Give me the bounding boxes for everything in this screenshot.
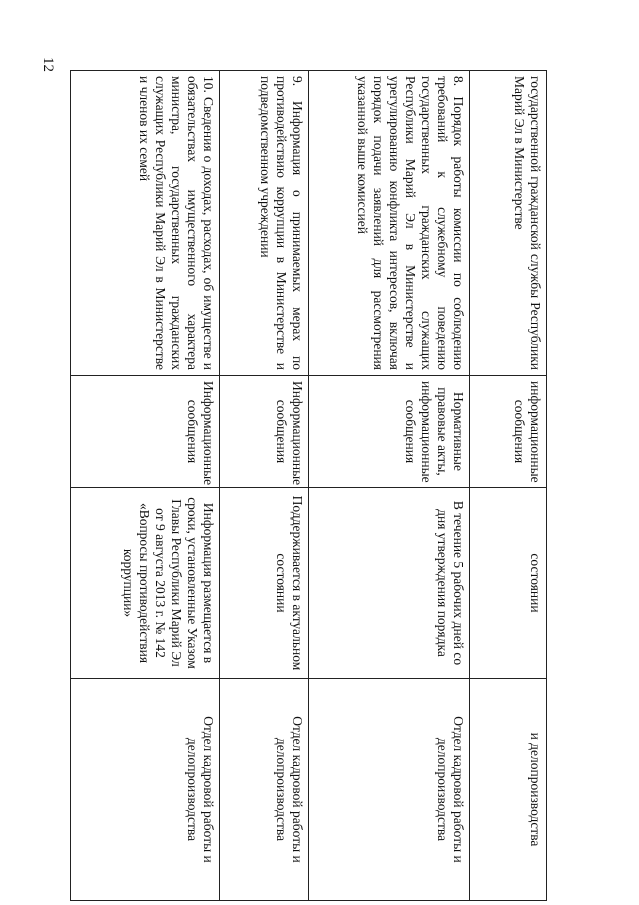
rotated-table-frame [97, 70, 547, 900]
deadline-cell: Информация размещается в сроки, установленные Указом Главы Республики Марий Эл от 9 августа 2013 г. № 142 «Вопросы противодействия коррупции» [71, 488, 220, 679]
deadline-cell: В течение 5 рабочих дней со дня утверждения порядка [309, 488, 470, 679]
item-cell: 10. Сведения о доходах, расходах, об имуществе и обязательствах имущественного характера министра, государственных гражданских служащих Республики Марий Эл в Министерстве и членов их семей [71, 71, 220, 376]
table-row [309, 71, 470, 901]
deadline-cell: состоянии [470, 488, 547, 679]
item-cell: 8. Порядок работы комиссии по соблюдению требований к служебному поведению государственных гражданских служащих Республики Марий Эл в Министерстве и урегулированию конфликта интересов, включая порядок подачи заявлений для рассмотрения указанной выше комиссией [309, 71, 470, 376]
table-row [470, 71, 547, 901]
page-number: 12 [40, 57, 56, 72]
responsible-cell: Отдел кадровой работы и делопроизводства [309, 679, 470, 901]
deadline-cell: Поддерживается в актуальном состоянии [220, 488, 309, 679]
table-row [71, 71, 220, 901]
form-cell: информационные сообщения [470, 376, 547, 488]
form-cell: Информационные сообщения [220, 376, 309, 488]
form-cell: Информационные сообщения [71, 376, 220, 488]
responsible-cell: Отдел кадровой работы и делопроизводства [71, 679, 220, 901]
measures-table [70, 70, 547, 901]
form-cell: Нормативные правовые акты, информационные сообщения [309, 376, 470, 488]
item-cell: 9. Информация о принимаемых мерах по противодействию коррупции в Министерстве и подведомственном учреждении [220, 71, 309, 376]
item-cell: государственной гражданской службы Республики Марий Эл в Министерстве [470, 71, 547, 376]
measures-table-container [97, 70, 547, 900]
responsible-cell: и делопроизводства [470, 679, 547, 901]
table-row [220, 71, 309, 901]
responsible-cell: Отдел кадровой работы и делопроизводства [220, 679, 309, 901]
